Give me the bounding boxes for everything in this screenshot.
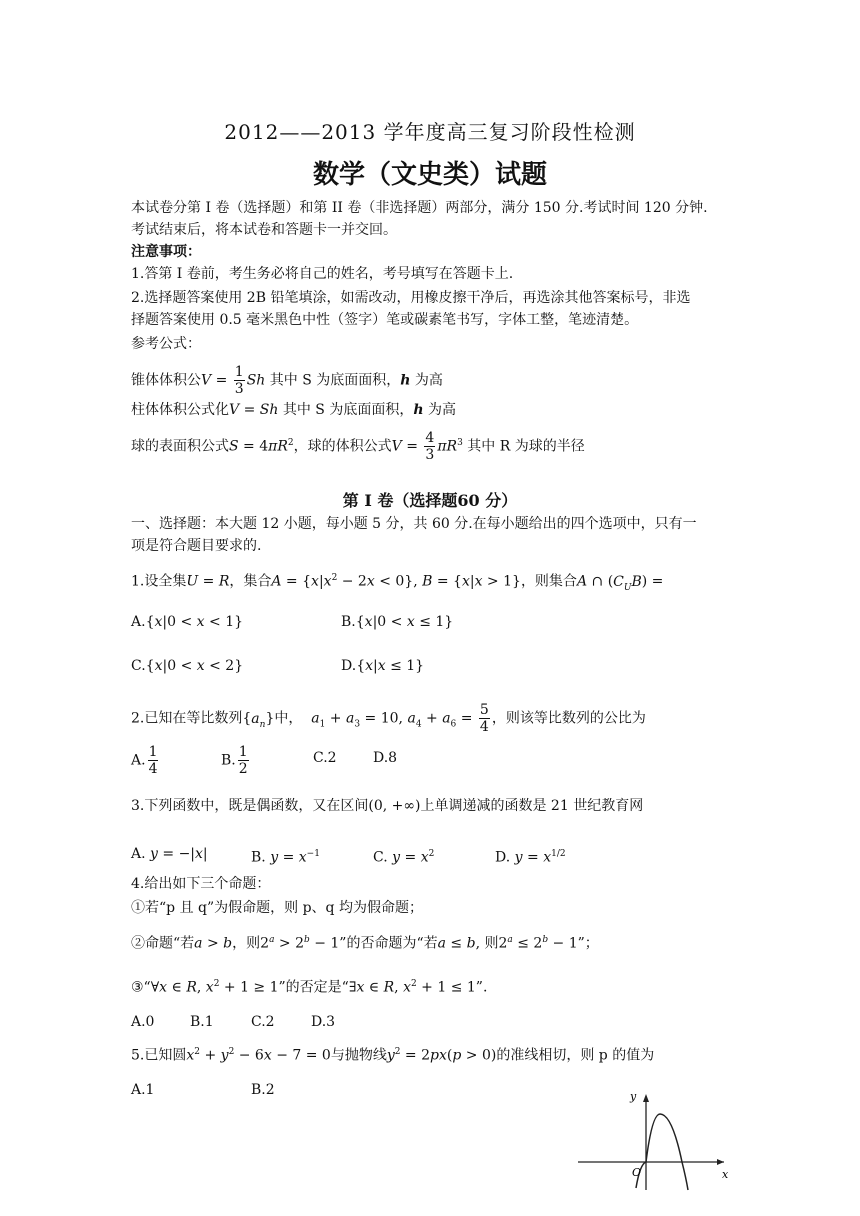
question-4-stem: 4.给出如下三个命题： bbox=[131, 876, 271, 892]
formula-sphere: 球的表面积公式$S = 4\pi R^2$，球的体积公式V = $\frac{4}{3}$ $\pi R^3$ 其中 R 为球的半径 bbox=[131, 430, 585, 463]
q4-option-a: A.0 bbox=[131, 1014, 155, 1030]
fraction-one-third: $\frac{1}{3}$ bbox=[234, 364, 244, 397]
q4-proposition-1: ①若“p 且 q”为假命题，则 p、q 均为假命题； bbox=[131, 900, 423, 916]
section-title: 第 I 卷（选择题60 分） bbox=[342, 491, 518, 510]
formula-cylinder: 柱体体积公式化V = Sh 其中 S 为底面面积，h 为高 bbox=[131, 402, 456, 418]
y-axis-label: y bbox=[630, 1090, 637, 1103]
q3-option-a: A. y = −|x| bbox=[131, 846, 208, 862]
notes-heading: 注意事项： bbox=[131, 244, 201, 260]
note-2b: 择题答案使用 0.5 毫米黑色中性（签字）笔或碳素笔书写，字体工整，笔迹清楚。 bbox=[131, 312, 639, 328]
question-2-stem: 2.已知在等比数列$\{a_n\}$中， $a_1 + a_3 = 10$, $a_4 + a_6$ = $\frac{5}{4}$ ，则该等比数列的公比为 bbox=[131, 702, 646, 735]
section-desc-2: 项是符合题目要求的. bbox=[131, 538, 262, 554]
note-2a: 2.选择题答案使用 2B 铅笔填涂，如需改动，用橡皮擦干净后，再选涂其他答案标号，非选 bbox=[131, 290, 691, 306]
q3-option-b: B. $y = x^{-1}$ bbox=[251, 849, 320, 866]
q3-option-c: C. $y = x^2$ bbox=[373, 849, 435, 866]
fraction-four-thirds: $\frac{4}{3}$ bbox=[425, 430, 435, 463]
question-1-stem: 1.设全集U = R，集合$A = \{x|x^2 - 2x < 0\}$, B = {x|x > 1}，则集合A ∩ $(C_UB)$ = bbox=[131, 573, 664, 593]
q1-option-a: A.{x|0 < x < 1} bbox=[131, 614, 244, 630]
ref-heading: 参考公式： bbox=[131, 336, 201, 352]
intro-line-2: 考试结束后，将本试卷和答题卡一并交回。 bbox=[131, 222, 397, 238]
function-curve bbox=[636, 1114, 688, 1190]
q4-option-b: B.1 bbox=[190, 1014, 214, 1030]
q3-option-d: D. $y = x^{1/2}$ bbox=[495, 849, 566, 866]
intro-line-1: 本试卷分第 I 卷（选择题）和第 II 卷（非选择题）两部分，满分 150 分.考试时间 120 分钟. bbox=[131, 200, 708, 216]
q4-proposition-3: ③“∀x ∈ R, $x^2 + 1 \ge 1$”的否定是“∃x ∈ R, $x^2 + 1 \le 1$”. bbox=[131, 979, 488, 996]
q4-option-c: C.2 bbox=[251, 1014, 275, 1030]
exam-header: 2012——2013 学年度高三复习阶段性检测 bbox=[224, 120, 636, 144]
q5-option-a: A.1 bbox=[131, 1082, 155, 1098]
q2-option-b: B. $\frac{1}{2}$ bbox=[221, 744, 248, 777]
q4-proposition-2: ②命题“若a > b，则$2^a > 2^b - 1$”的否命题为“若a ≤ b, 则$2^a \le 2^b - 1$”； bbox=[131, 935, 599, 952]
question-5-stem: 5.已知圆$x^2 + y^2 - 6x - 7 = 0$与抛物线$y^2 = 2px(p > 0)$的准线相切，则 p 的值为 bbox=[131, 1047, 655, 1064]
y-axis-arrow bbox=[643, 1094, 649, 1102]
q5-option-b: B.2 bbox=[251, 1082, 275, 1098]
exam-subtitle: 数学（文史类）试题 bbox=[312, 160, 547, 190]
q2-option-c: C.2 bbox=[313, 750, 337, 766]
fraction-five-quarters: $\frac{5}{4}$ bbox=[479, 702, 489, 735]
function-graph-figure bbox=[574, 1086, 734, 1196]
origin-label: O bbox=[632, 1166, 642, 1179]
formula-cone-label: 锥体体积公 bbox=[131, 372, 201, 389]
formula-cone: 锥体体积公V = $\frac{1}{3}$ Sh 其中 S 为底面面积，h 为高 bbox=[131, 364, 443, 397]
section-desc-1: 一、选择题：本大题 12 小题，每小题 5 分，共 60 分.在每小题给出的四个选项中，只有一 bbox=[131, 516, 697, 532]
formula-cone-note: 其中 S 为底面面积， bbox=[269, 372, 401, 389]
x-axis-arrow bbox=[717, 1159, 724, 1165]
q1-option-b: B.{x|0 < x ≤ 1} bbox=[341, 614, 454, 630]
note-1: 1.答第 I 卷前，考生务必将自己的姓名，考号填写在答题卡上. bbox=[131, 266, 514, 282]
q4-option-d: D.3 bbox=[311, 1014, 336, 1030]
x-axis-label: x bbox=[722, 1168, 729, 1181]
q2-option-a: A. $\frac{1}{4}$ bbox=[131, 744, 158, 777]
q1-option-c: C.{x|0 < x < 2} bbox=[131, 658, 244, 674]
q1-option-d: D.{x|x ≤ 1} bbox=[341, 658, 425, 674]
q2-option-d: D.8 bbox=[373, 750, 398, 766]
question-3-stem: 3.下列函数中，既是偶函数，又在区间(0, +∞)上单调递减的函数是 21 世纪教育网 bbox=[131, 798, 644, 814]
